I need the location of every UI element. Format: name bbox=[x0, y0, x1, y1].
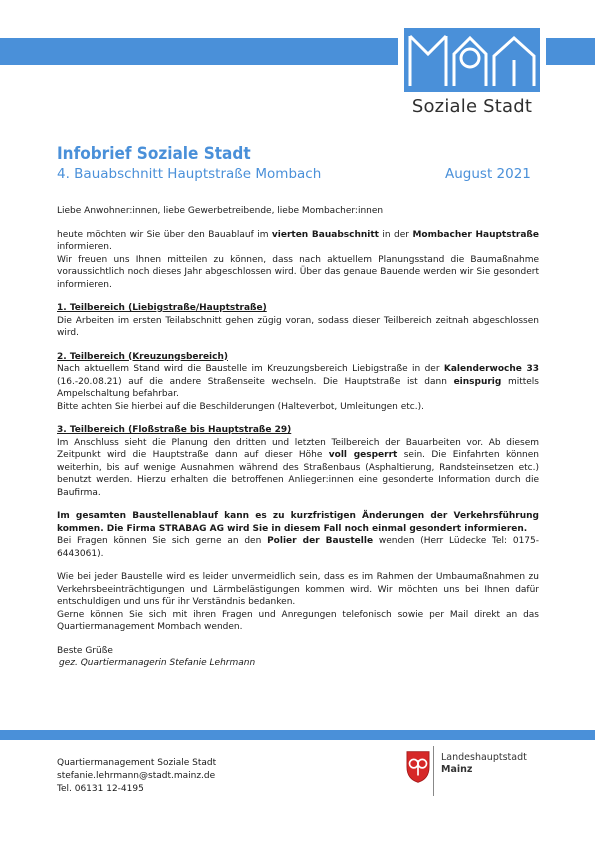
footer-contact bbox=[57, 757, 216, 796]
issue-date: August 2021 bbox=[445, 166, 531, 182]
houses-icon bbox=[400, 26, 544, 94]
letter-body bbox=[57, 205, 539, 681]
mainz-coat-of-arms-icon bbox=[405, 750, 431, 784]
intro-paragraph: heute möchten wir Sie über den Bauablauf im vierten Bauabschnitt in der Mombacher Hauptstraße informieren. bbox=[57, 229, 539, 252]
mainz-logo-text bbox=[441, 752, 527, 776]
section-2-text: Nach aktuellem Stand wird die Baustelle im Kreuzungsbereich Liebigstraße in der Kalenderwoche 33 (16.-20.08.21) auf die andere Straßenseite wechseln. Die Hauptstraße ist dann einspurig mittels Ampelschaltung befahrbar. bbox=[57, 364, 540, 399]
contact-paragraph: Bei Fragen können Sie sich gerne an den Polier der Baustelle wenden (Herr Lüdecke Tel: 0175-6443061). bbox=[57, 536, 540, 559]
greeting: Liebe Anwohner:innen, liebe Gewerbetreibende, liebe Mombacher:innen bbox=[57, 206, 384, 216]
mainz-logo-line2: Mainz bbox=[441, 764, 473, 775]
signature: gez. Quartiermanagerin Stefanie Lehrmann bbox=[59, 658, 256, 668]
bottom-color-band bbox=[0, 730, 595, 740]
footer-phone: Tel. 06131 12-4195 bbox=[57, 784, 144, 794]
section-2-text-2: Bitte achten Sie hierbei auf die Beschilderungen (Halteverbot, Umleitungen etc.). bbox=[57, 401, 424, 412]
section-2-heading: 2. Teilbereich (Kreuzungsbereich) bbox=[57, 351, 228, 362]
notice-paragraph: Im gesamten Baustellenablauf kann es zu kurzfristigen Änderungen der Verkehrsführung kommen. Die Firma STRABAG AG wird Sie in diesem Fall noch einmal gesondert informieren. bbox=[57, 511, 539, 534]
logo-wordmark: Soziale Stadt bbox=[411, 96, 533, 117]
intro-paragraph-2: Wir freuen uns Ihnen mitteilen zu können, dass nach aktuellem Planungsstand die Baumaßnahme voraussichtlich noch dieses Jahr abgeschlossen wird. Über das genaue Bauende werden wir Sie gesondert informieren. bbox=[57, 254, 539, 290]
page-subtitle: 4. Bauabschnitt Hauptstraße Mombach bbox=[57, 166, 322, 182]
mainz-logo-line1: Landeshauptstadt bbox=[441, 752, 527, 763]
section-3-text: Im Anschluss sieht die Planung den dritten und letzten Teilbereich der Bauarbeiten vor. Ab diesem Zeitpunkt wird die Hauptstraße dann auf dieser Höhe voll gesperrt sein. Die Einfahrten können weiterhin, bis auf wenige Ausnahmen während des Straßenbaus (Asphaltierung, Randsteinsetzen etc.) benutzt werden. Hierzu erhalten die betroffenen Anlieger:innen eine gesonderte Information durch die Baufirma. bbox=[57, 437, 540, 498]
regards: Beste Grüße bbox=[57, 645, 113, 656]
page-title: Infobrief Soziale Stadt bbox=[57, 144, 251, 164]
footer-email[interactable]: stefanie.lehrmann@stadt.mainz.de bbox=[57, 771, 216, 781]
closing-paragraph: Wie bei jeder Baustelle wird es leider unvermeidlich sein, dass es im Rahmen der Umbaumaßnahmen zu Verkehrsbeeinträchtigungen und Lärmbelästigungen kommen wird. Wir möchten uns bei Ihnen dafür entschuldigen und uns für ihr Verständnis bedanken. bbox=[57, 572, 539, 607]
footer-org: Quartiermanagement Soziale Stadt bbox=[57, 758, 217, 768]
section-1-heading: 1. Teilbereich (Liebigstraße/Hauptstraße) bbox=[57, 303, 267, 313]
section-3-heading: 3. Teilbereich (Floßstraße bis Hauptstraße 29) bbox=[57, 425, 292, 435]
closing-paragraph-2: Gerne können Sie sich mit ihren Fragen und Anregungen telefonisch sowie per Mail direkt an das Quartiermanagement Mombach wenden. bbox=[57, 609, 539, 632]
section-1-text: Die Arbeiten im ersten Teilabschnitt gehen zügig voran, sodass dieser Teilbereich zeitnah abgeschlossen wird. bbox=[57, 315, 539, 338]
mainz-logo-divider bbox=[433, 746, 434, 796]
soziale-stadt-logo bbox=[398, 22, 546, 130]
